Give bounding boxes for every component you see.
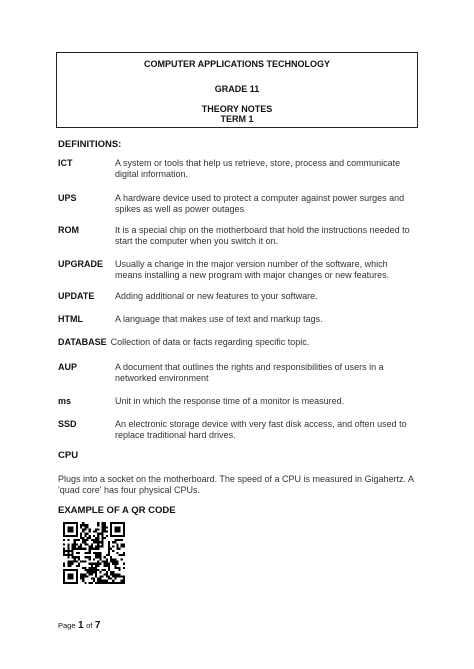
cpu-paragraph: Plugs into a socket on the motherboard. The speed of a CPU is measured in Gigahertz. A 'quad core' has four physical CPUs. <box>58 474 414 495</box>
definition-term: ICT <box>58 158 73 168</box>
definition-desc: A hardware device used to protect a computer against power surges and spikes as well as power outages <box>115 193 405 214</box>
definition-desc: A document that outlines the rights and responsibilities of users in a networked environment <box>115 362 384 383</box>
definition-desc: A system or tools that help us retrieve, store, process and communicate digital information. <box>115 158 401 179</box>
definition-desc: Unit in which the response time of a monitor is measured. <box>115 396 345 406</box>
qr-code-image <box>63 522 125 584</box>
definition-desc: Usually a change in the major version number of the software, which means installing a new program with major changes or new features. <box>115 259 390 280</box>
definition-term: ms <box>58 396 72 406</box>
definition-desc: It is a special chip on the motherboard that hold the instructions needed to start the computer when you switch it on. <box>115 225 410 246</box>
qr-heading: EXAMPLE OF A QR CODE <box>58 505 176 516</box>
grade-label: GRADE 11 <box>214 84 260 94</box>
page-number: 1 <box>78 620 84 631</box>
cpu-heading: CPU <box>58 450 79 461</box>
definition-term: AUP <box>58 362 78 372</box>
definition-item <box>58 337 418 348</box>
definitions-heading: DEFINITIONS: <box>58 139 122 150</box>
definition-term: UPS <box>58 193 77 203</box>
of-label: of <box>86 621 93 630</box>
page-label: Page <box>58 621 76 630</box>
definition-desc: A language that makes use of text and markup tags. <box>115 314 323 324</box>
definition-term: UPGRADE <box>58 259 104 269</box>
definition-term: UPDATE <box>58 291 95 301</box>
page-total: 7 <box>94 620 101 631</box>
definition-desc: Adding additional or new features to your software. <box>115 291 318 301</box>
subject-title: COMPUTER APPLICATIONS TECHNOLOGY <box>143 59 330 69</box>
title-box <box>56 52 418 128</box>
term-label: TERM 1 <box>220 114 254 124</box>
definition-term: HTML <box>58 314 83 324</box>
definition-desc: An electronic storage device with very fast disk access, and often used to replace traditional hard drives. <box>115 419 407 440</box>
definition-desc: Collection of data or facts regarding specific topic. <box>110 337 310 347</box>
definition-term: SSD <box>58 419 77 429</box>
definition-term: DATABASE <box>58 337 107 347</box>
page-footer <box>58 620 100 631</box>
notes-label: THEORY NOTES <box>201 104 273 114</box>
definition-term: ROM <box>58 225 79 235</box>
